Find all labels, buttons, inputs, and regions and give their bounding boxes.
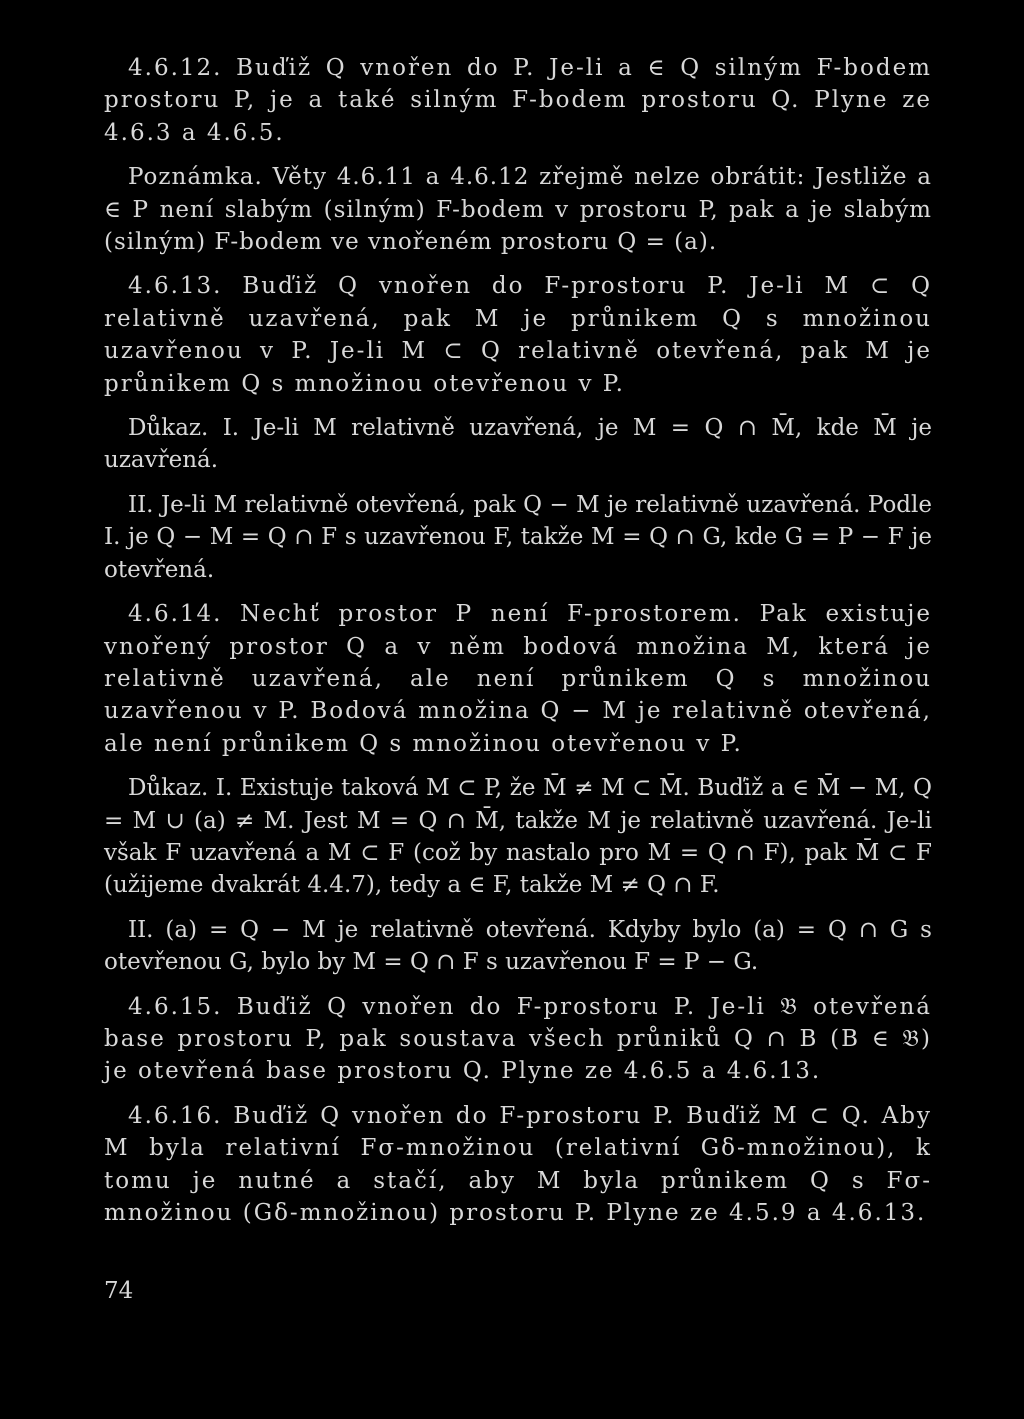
proof-4-6-13-part-2: II. Je-li M relativně otevřená, pak Q − M je relativně uzavřená. Podle I. je Q − M = Q ∩ F s uzavřenou F, takže M = Q ∩ G, kde G = P − F je otevřená.	[104, 491, 932, 583]
paragraph-4-6-12: 4.6.12. Buďiž Q vnořen do P. Je-li a ∈ Q silným F-bodem prostoru P, je a také silným F-bodem prostoru Q. Plyne ze 4.6.3 a 4.6.5.	[104, 55, 932, 146]
paragraph-4-6-14: 4.6.14. Nechť prostor P není F-prostorem. Pak existuje vnořený prostor Q a v něm bodová množina M, která je relativně uzavřená, ale není průnikem Q s množinou uzavřenou v P. Bodová množina Q − M je relativně otevřená, ale není průnikem Q s množinou otevřenou v P.	[104, 601, 932, 757]
proof-4-6-14-part-1: Důkaz. I. Existuje taková M ⊂ P, že M̄ ≠ M ⊂ M̄. Buďiž a ∈ M̄ − M, Q = M ∪ (a) ≠ M. Jest M = Q ∩ M̄, takže M je relativně uzavřená. Je-li však F uzavřená a M ⊂ F (což by nastalo pro M = Q ∩ F), pak M̄ ⊂ F (užijeme dvakrát 4.4.7), tedy a ∈ F, takže M ≠ Q ∩ F.	[104, 775, 932, 899]
proof-4-6-13-part-1: Důkaz. I. Je-li M relativně uzavřená, je M = Q ∩ M̄, kde M̄ je uzavřená.	[104, 415, 932, 474]
proof-4-6-14-part-2: II. (a) = Q − M je relativně otevřená. Kdyby bylo (a) = Q ∩ G s otevřenou G, bylo by M = Q ∩ F s uzavřenou F = P − G.	[104, 916, 932, 976]
page-body	[104, 52, 932, 1241]
paragraph-4-6-13: 4.6.13. Buďiž Q vnořen do F-prostoru P. Je-li M ⊂ Q relativně uzavřená, pak M je průnikem Q s množinou uzavřenou v P. Je-li M ⊂ Q relativně otevřená, pak M je průnikem Q s množinou otevřenou v P.	[104, 273, 932, 397]
paragraph-note: Poznámka. Věty 4.6.11 a 4.6.12 zřejmě nelze obrátit: Jestliže a ∈ P není slabým (silným) F-bodem v prostoru P, pak a je slabým (silným) F-bodem ve vnořeném prostoru Q = (a).	[104, 164, 932, 256]
paragraph-4-6-15: 4.6.15. Buďiž Q vnořen do F-prostoru P. Je-li 𝔅 otevřená base prostoru P, pak soustava všech průniků Q ∩ B (B ∈ 𝔅) je otevřená base prostoru Q. Plyne ze 4.6.5 a 4.6.13.	[104, 993, 932, 1085]
page-number: 74	[104, 1278, 134, 1304]
paragraph-4-6-16: 4.6.16. Buďiž Q vnořen do F-prostoru P. Buďiž M ⊂ Q. Aby M byla relativní Fσ-množinou (relativní Gδ-množinou), k tomu je nutné a stačí, aby M byla průnikem Q s Fσ-množinou (Gδ-množinou) prostoru P. Plyne ze 4.5.9 a 4.6.13.	[104, 1102, 932, 1226]
